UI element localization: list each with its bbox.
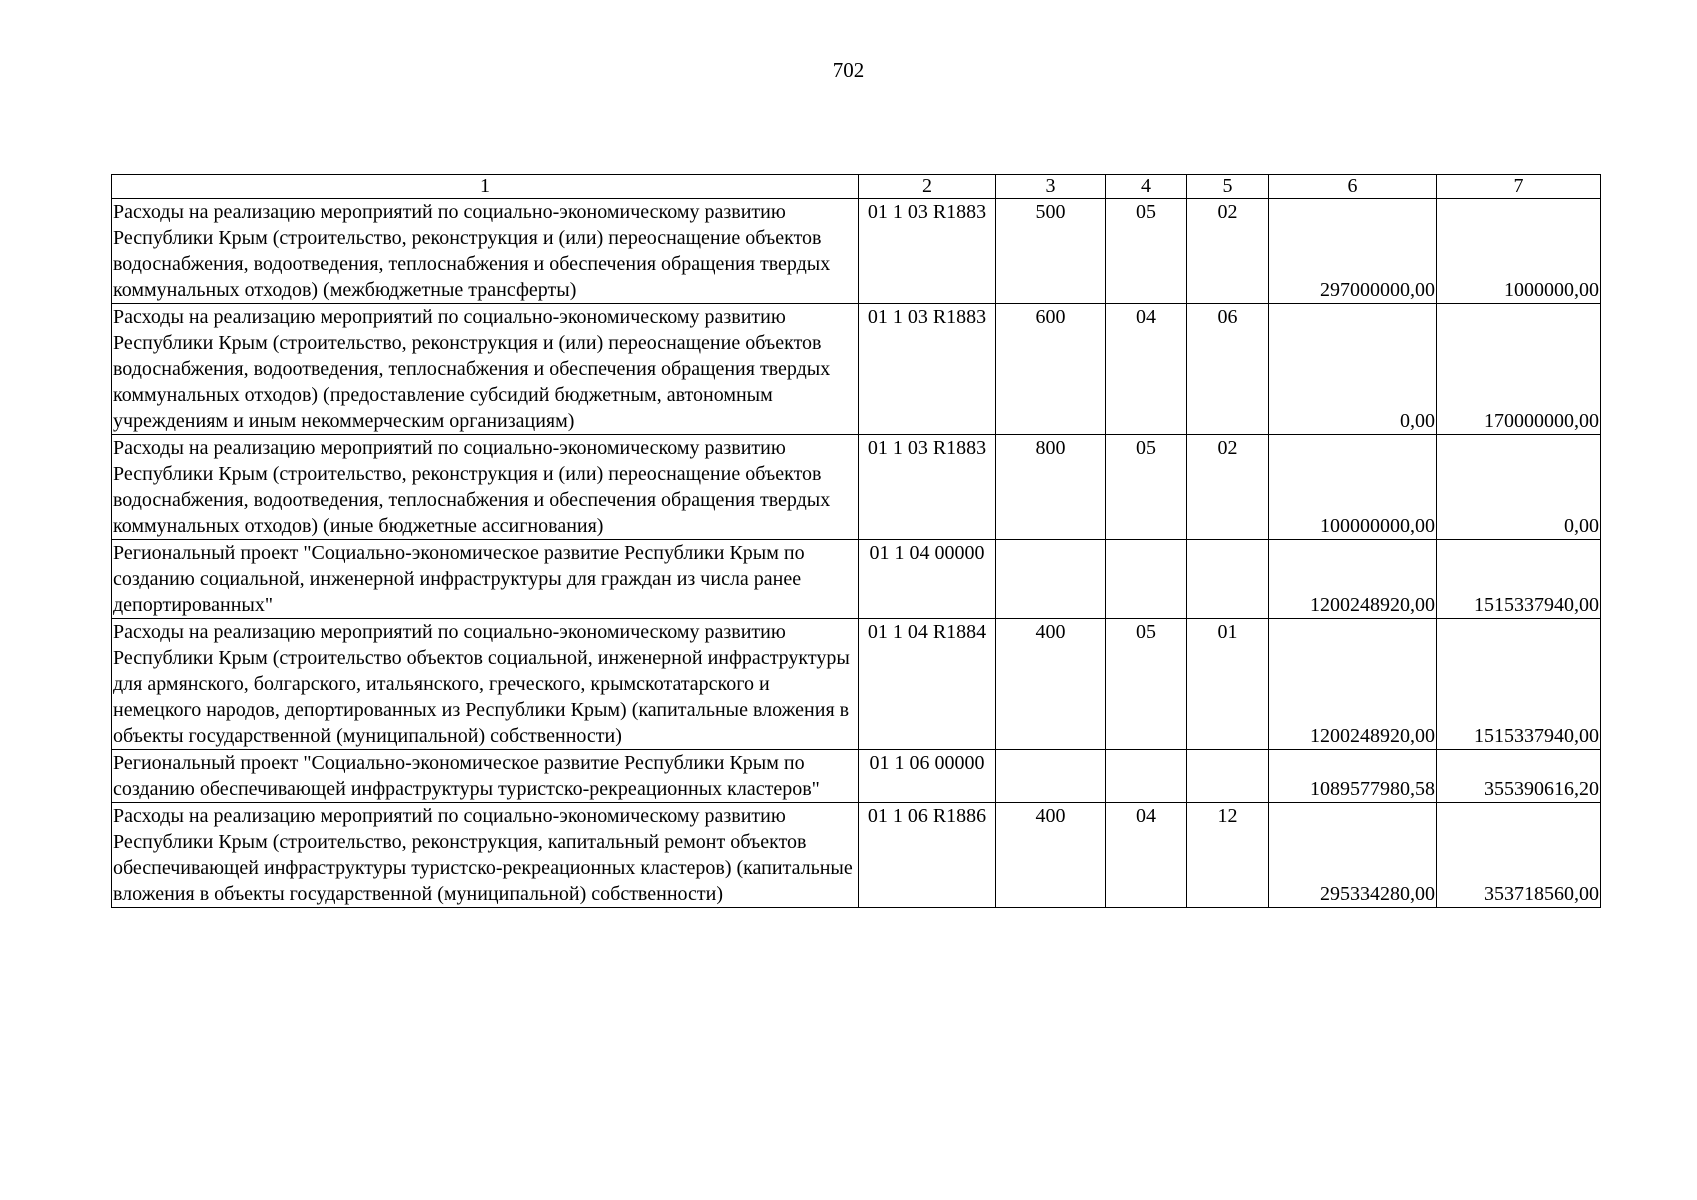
row-col3: 800 xyxy=(996,435,1106,540)
column-header: 5 xyxy=(1187,175,1269,199)
column-header: 7 xyxy=(1437,175,1601,199)
row-amount-col7: 355390616,20 xyxy=(1437,750,1601,803)
row-col4: 04 xyxy=(1106,304,1187,435)
row-col3 xyxy=(996,540,1106,619)
row-amount-col7: 170000000,00 xyxy=(1437,304,1601,435)
column-number-row xyxy=(112,175,1601,199)
table-row xyxy=(112,803,1601,908)
row-amount-col6: 1200248920,00 xyxy=(1269,619,1437,750)
row-col3 xyxy=(996,750,1106,803)
row-amount-col7: 0,00 xyxy=(1437,435,1601,540)
row-col5 xyxy=(1187,750,1269,803)
table-row xyxy=(112,304,1601,435)
row-col3: 400 xyxy=(996,619,1106,750)
row-col5: 02 xyxy=(1187,199,1269,304)
row-amount-col7: 353718560,00 xyxy=(1437,803,1601,908)
row-amount-col6: 297000000,00 xyxy=(1269,199,1437,304)
row-amount-col7: 1515337940,00 xyxy=(1437,619,1601,750)
row-col4: 05 xyxy=(1106,435,1187,540)
row-code: 01 1 03 R1883 xyxy=(859,199,996,304)
row-amount-col6: 1200248920,00 xyxy=(1269,540,1437,619)
row-code: 01 1 04 R1884 xyxy=(859,619,996,750)
row-code: 01 1 03 R1883 xyxy=(859,435,996,540)
row-description: Расходы на реализацию мероприятий по социально-экономическому развитию Республики Крым (строительство объектов социальной, инженерной инфраструктуры для армянского, болгарского, итальянского, греческого, крымскотатарского и немецкого народов, депортированных из Республики Крым) (капитальные вложения в объекты государственной (муниципальной) собственности) xyxy=(112,619,859,750)
row-col3: 600 xyxy=(996,304,1106,435)
row-col5 xyxy=(1187,540,1269,619)
row-col5: 01 xyxy=(1187,619,1269,750)
row-col5: 02 xyxy=(1187,435,1269,540)
table-row xyxy=(112,435,1601,540)
column-header: 4 xyxy=(1106,175,1187,199)
table-row xyxy=(112,199,1601,304)
table-row xyxy=(112,619,1601,750)
row-col4: 05 xyxy=(1106,619,1187,750)
row-amount-col6: 1089577980,58 xyxy=(1269,750,1437,803)
row-amount-col6: 0,00 xyxy=(1269,304,1437,435)
row-col4 xyxy=(1106,540,1187,619)
row-col5: 12 xyxy=(1187,803,1269,908)
row-amount-col7: 1000000,00 xyxy=(1437,199,1601,304)
row-col3: 500 xyxy=(996,199,1106,304)
row-description: Региональный проект "Социально-экономическое развитие Республики Крым по созданию обеспечивающей инфраструктуры туристско-рекреационных кластеров" xyxy=(112,750,859,803)
table-row xyxy=(112,750,1601,803)
row-col5: 06 xyxy=(1187,304,1269,435)
row-col4: 04 xyxy=(1106,803,1187,908)
row-code: 01 1 03 R1883 xyxy=(859,304,996,435)
row-description: Региональный проект "Социально-экономическое развитие Республики Крым по созданию социальной, инженерной инфраструктуры для граждан из числа ранее депортированных" xyxy=(112,540,859,619)
row-code: 01 1 06 R1886 xyxy=(859,803,996,908)
row-amount-col7: 1515337940,00 xyxy=(1437,540,1601,619)
row-col4 xyxy=(1106,750,1187,803)
column-header: 2 xyxy=(859,175,996,199)
row-amount-col6: 100000000,00 xyxy=(1269,435,1437,540)
column-header: 1 xyxy=(112,175,859,199)
column-header: 6 xyxy=(1269,175,1437,199)
row-col3: 400 xyxy=(996,803,1106,908)
column-header: 3 xyxy=(996,175,1106,199)
page-number: 702 xyxy=(832,58,865,82)
row-code: 01 1 06 00000 xyxy=(859,750,996,803)
row-description: Расходы на реализацию мероприятий по социально-экономическому развитию Республики Крым (строительство, реконструкция и (или) переоснащение объектов водоснабжения, водоотведения, теплоснабжения и обеспечения обращения твердых коммунальных отходов) (межбюджетные трансферты) xyxy=(112,199,859,304)
row-code: 01 1 04 00000 xyxy=(859,540,996,619)
table-row xyxy=(112,540,1601,619)
row-description: Расходы на реализацию мероприятий по социально-экономическому развитию Республики Крым (строительство, реконструкция, капитальный ремонт объектов обеспечивающей инфраструктуры туристско-рекреационных кластеров) (капитальные вложения в объекты государственной (муниципальной) собственности) xyxy=(112,803,859,908)
row-amount-col6: 295334280,00 xyxy=(1269,803,1437,908)
row-col4: 05 xyxy=(1106,199,1187,304)
row-description: Расходы на реализацию мероприятий по социально-экономическому развитию Республики Крым (строительство, реконструкция и (или) переоснащение объектов водоснабжения, водоотведения, теплоснабжения и обеспечения обращения твердых коммунальных отходов) (иные бюджетные ассигнования) xyxy=(112,435,859,540)
budget-table xyxy=(111,174,1601,908)
row-description: Расходы на реализацию мероприятий по социально-экономическому развитию Республики Крым (строительство, реконструкция и (или) переоснащение объектов водоснабжения, водоотведения, теплоснабжения и обеспечения обращения твердых коммунальных отходов) (предоставление субсидий бюджетным, автономным учреждениям и иным некоммерческим организациям) xyxy=(112,304,859,435)
